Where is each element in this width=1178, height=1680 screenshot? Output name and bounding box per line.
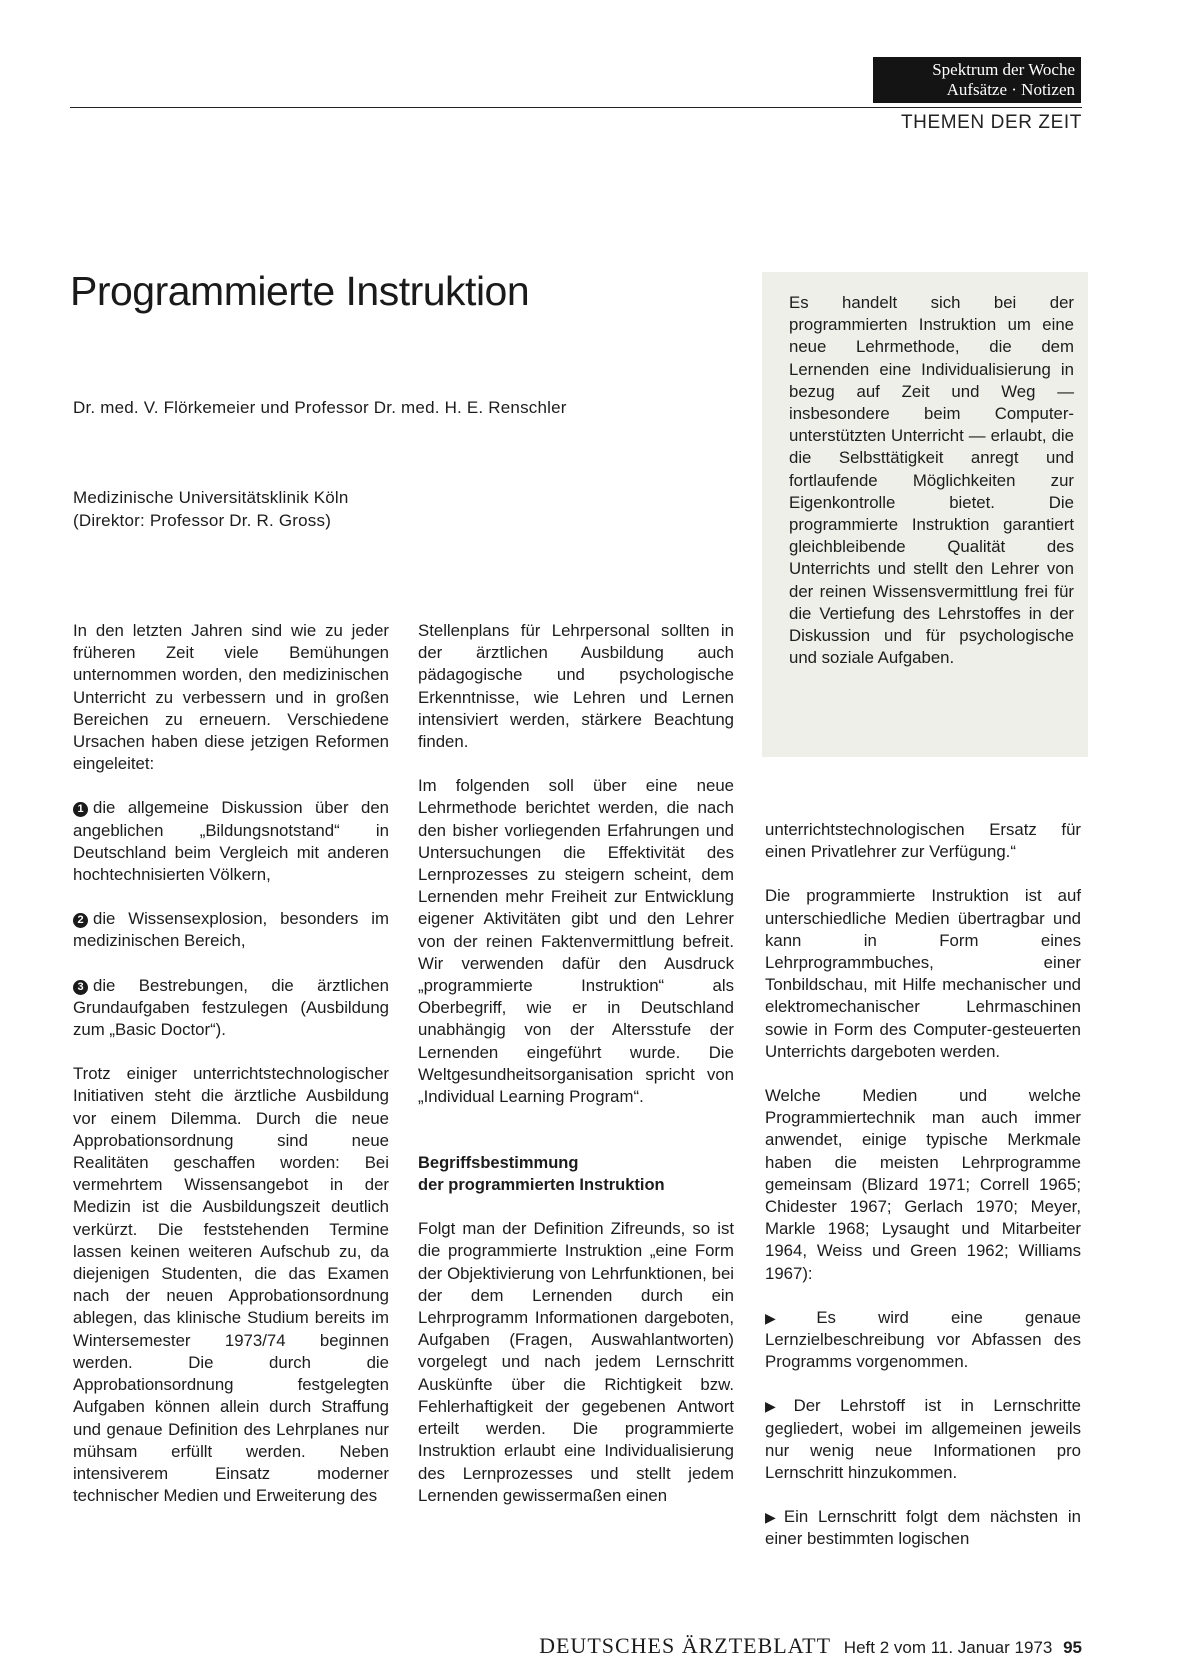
heading-line-1: Begriffsbestimmung bbox=[418, 1154, 579, 1173]
heading-line-2: der programmierten Instruktion bbox=[418, 1176, 665, 1195]
paragraph: Welche Medien und welche Programmiertechnik man auch immer anwendet, einige typische Merkmale haben die meisten Lehrprogramme gemeinsam (Blizard 1971; Correll 1965; Chidester 1967; Gerlach 1970; Meyer, Markle 1968; Lysaught und Mitarbeiter 1964, Weiss und Green 1962; Williams 1967): bbox=[765, 1086, 1081, 1283]
arrow-icon: ▶ bbox=[765, 1509, 781, 1526]
number-2-icon: 2 bbox=[73, 913, 88, 928]
arrow-item-2 bbox=[765, 1395, 1081, 1484]
journal-name: DEUTSCHES ÄRZTEBLATT bbox=[539, 1633, 832, 1658]
issue-info: Heft 2 vom 11. Januar 1973 bbox=[843, 1638, 1053, 1657]
numbered-item-text: die Wissensexplosion, besonders im medizinischen Bereich, bbox=[73, 909, 389, 951]
section-label: THEMEN DER ZEIT bbox=[900, 112, 1082, 133]
numbered-item-2 bbox=[73, 908, 389, 952]
numbered-item-text: die allgemeine Diskussion über den angeblichen „Bildungsnotstand“ in Deutschland beim Vergleich mit anderen hochtechnisierten Völkern, bbox=[73, 798, 389, 885]
page-footer bbox=[539, 1633, 1082, 1659]
paragraph: Trotz einiger unterrichtstechnologischer Initiativen steht die ärztliche Ausbildung vor einem Dilemma. Durch die neue Approbationsordnung sind neue Realitäten geschaffen worden: Bei vermehrtem Wissensangebot in der Medizin ist die Ausbildungszeit deutlich verkürzt. Die feststehenden Termine lassen keinen weiteren Aufschub zu, da diejenigen Studenten, die das Examen nach der neuen Approbationsordnung ablegen, das klinische Studium bereits im Wintersemester 1973/74 beginnen werden. Die durch die Approbationsordnung festgelegten Aufgaben können allein durch Straffung und genaue Definition des Lehrplanes nur mühsam erfüllt werden. Neben intensiverem Einsatz moderner technischer Medien und Erweiterung des bbox=[73, 1064, 389, 1506]
page-number: 95 bbox=[1063, 1638, 1082, 1657]
numbered-item-1 bbox=[73, 797, 389, 886]
numbered-item-3 bbox=[73, 975, 389, 1042]
number-3-icon: 3 bbox=[73, 980, 88, 995]
arrow-item-3 bbox=[765, 1506, 1081, 1550]
paragraph: Im folgenden soll über eine neue Lehrmethode berichtet werden, die nach den bisher vorliegenden Erfahrungen und Untersuchungen die Effektivität des Lernprozesses zu steigern scheint, dem Lernenden mehr Freiheit zur Entwicklung eigener Aktivitäten gibt und den Lehrer von der reinen Faktenvermittlung befreit. Wir verwenden dafür den Ausdruck „programmierte Instruktion“ als Oberbegriff, wie er in Deutschland unabhängig von der Altersstufe der Lernenden eingeführt wurde. Die Weltgesundheitsorganisation spricht von „Individual Learning Program“. bbox=[418, 776, 734, 1107]
paragraph: unterrichtstechnologischen Ersatz für einen Privatlehrer zur Verfügung.“ bbox=[765, 820, 1081, 862]
affiliation-line-1: Medizinische Universitätsklinik Köln bbox=[73, 488, 349, 507]
abstract-text: Es handelt sich bei der programmierten Instruktion um eine neue Lehrmethode, die dem Lernenden eine Individualisierung in bezug auf Zeit und Weg — insbesondere beim Computer-unterstützten Unterricht — erlaubt, die die Selbsttätigkeit anregt und fortlaufende Möglichkeiten zur Eigenkontrolle bietet. Die programmierte Instruktion garantiert gleichbleibende Qualität des Unterrichts und stellt den Lehrer von der reinen Wissensvermittlung frei für die Vertiefung des Lehrstoffes in der Diskussion und für psychologische und soziale Aufgaben. bbox=[789, 293, 1074, 668]
paragraph: Folgt man der Definition Zifreunds, so ist die programmierte Instruktion „eine Form der Objektivierung von Lehrfunktionen, bei der dem Lernenden durch ein Lehrprogramm Informationen dargeboten, Aufgaben (Fragen, Auswahlantworten) vorgelegt und nach jedem Lernschritt Auskünfte über die Richtigkeit bzw. Fehlerhaftigkeit der gegebenen Antwort erteilt werden. Die programmierte Instruktion erlaubt eine Individualisierung des Lernprozesses und stellt jedem Lernenden gewissermaßen einen bbox=[418, 1219, 734, 1505]
header-rule bbox=[70, 107, 1082, 108]
article-authors: Dr. med. V. Flörkemeier und Professor Dr. med. H. E. Renschler bbox=[73, 398, 567, 417]
arrow-icon: ▶ bbox=[765, 1398, 791, 1415]
spacer bbox=[418, 1130, 734, 1152]
section-heading bbox=[418, 1152, 734, 1196]
arrow-item-1 bbox=[765, 1307, 1081, 1374]
column-3 bbox=[765, 819, 1081, 1573]
article-title: Programmierte Instruktion bbox=[70, 268, 530, 314]
paragraph: In den letzten Jahren sind wie zu jeder früheren Zeit viele Bemühungen unternommen worden, den medizinischen Unterricht zu verbessern und in großen Bereichen zu erneuern. Verschiedene Ursachen haben diese jetzigen Reformen eingeleitet: bbox=[73, 621, 389, 774]
affiliation-line-2: (Direktor: Professor Dr. R. Gross) bbox=[73, 511, 332, 530]
badge-line-2: Aufsätze · Notizen bbox=[946, 80, 1075, 99]
arrow-item-text: Es wird eine genaue Lernzielbeschreibung vor Abfassen des Programms vorgenommen. bbox=[765, 1307, 1081, 1372]
numbered-item-text: die Bestrebungen, die ärztlichen Grundaufgaben festzulegen (Ausbildung zum „Basic Doctor“). bbox=[73, 975, 389, 1040]
badge-line-1: Spektrum der Woche bbox=[932, 60, 1075, 79]
abstract-box bbox=[762, 272, 1088, 757]
number-1-icon: 1 bbox=[73, 802, 88, 817]
arrow-item-text: Ein Lernschritt folgt dem nächsten in einer bestimmten logischen bbox=[765, 1507, 1081, 1549]
column-2 bbox=[418, 620, 734, 1529]
section-badge bbox=[873, 57, 1081, 103]
article-affiliation bbox=[73, 486, 349, 532]
arrow-icon: ▶ bbox=[765, 1309, 814, 1326]
column-1 bbox=[73, 620, 389, 1529]
arrow-item-text: Der Lehrstoff ist in Lernschritte gegliedert, wobei im allgemeinen jeweils nur wenig neue Informationen pro Lernschritt hinzukommen. bbox=[765, 1396, 1081, 1483]
paragraph: Stellenplans für Lehrpersonal sollten in der ärztlichen Ausbildung auch pädagogische und psychologische Erkenntnisse, wie Lehren und Lernen intensiviert werden, stärkere Beachtung finden. bbox=[418, 621, 734, 752]
paragraph: Die programmierte Instruktion ist auf unterschiedliche Medien übertragbar und kann in Form eines Lehrprogrammbuches, einer Tonbildschau, mit Hilfe mechanischer und elektromechanischer Lehrmaschinen sowie in Form des Computer-gesteuerten Unterrichts dargeboten werden. bbox=[765, 886, 1081, 1061]
